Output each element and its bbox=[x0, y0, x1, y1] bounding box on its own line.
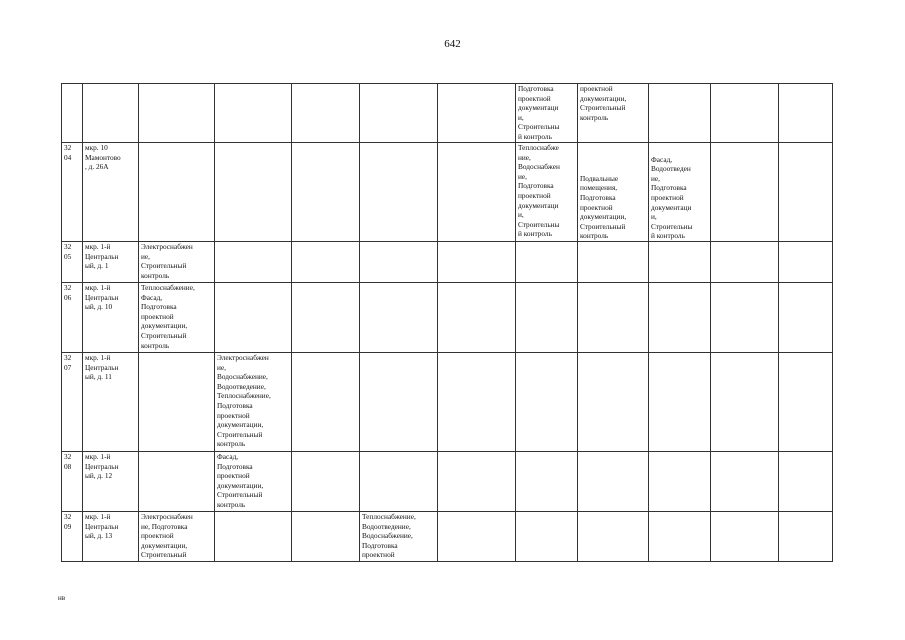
work-cell bbox=[578, 283, 649, 353]
table-row bbox=[62, 353, 833, 452]
work-cell: Электроснабжен ие, Строительный контроль bbox=[139, 242, 215, 283]
row-number bbox=[62, 84, 83, 143]
work-cell bbox=[360, 143, 438, 242]
work-cell bbox=[779, 242, 833, 283]
work-cell bbox=[711, 143, 779, 242]
work-cell bbox=[649, 283, 711, 353]
work-cell bbox=[438, 84, 516, 143]
work-cell bbox=[360, 84, 438, 143]
work-cell bbox=[438, 143, 516, 242]
address-cell: мкр. 1-й Центральн ый, д. 10 bbox=[83, 283, 139, 353]
work-cell bbox=[360, 242, 438, 283]
work-cell: Подвальные помещения, Подготовка проектной документации, Строительный контроль bbox=[578, 143, 649, 242]
work-cell bbox=[360, 353, 438, 452]
work-cell bbox=[139, 84, 215, 143]
work-cell bbox=[139, 353, 215, 452]
work-cell bbox=[360, 452, 438, 512]
work-cell bbox=[438, 512, 516, 562]
work-cell bbox=[779, 283, 833, 353]
address-cell: мкр. 1-й Центральн ый, д. 13 bbox=[83, 512, 139, 562]
work-cell: Фасад, Водоотведен ие, Подготовка проектной документаци и, Строительны й контроль bbox=[649, 143, 711, 242]
work-cell bbox=[292, 84, 360, 143]
work-cell bbox=[438, 452, 516, 512]
work-cell bbox=[292, 512, 360, 562]
work-cell bbox=[215, 84, 292, 143]
work-cell: проектной документации, Строительный контроль bbox=[578, 84, 649, 143]
work-cell bbox=[215, 512, 292, 562]
work-cell bbox=[516, 452, 578, 512]
address-cell: мкр. 1-й Центральн ый, д. 1 bbox=[83, 242, 139, 283]
work-cell bbox=[649, 242, 711, 283]
work-cell bbox=[711, 512, 779, 562]
work-cell bbox=[139, 143, 215, 242]
work-cell: Подготовка проектной документаци и, Строительны й контроль bbox=[516, 84, 578, 143]
work-cell bbox=[516, 242, 578, 283]
work-cell bbox=[578, 512, 649, 562]
table-row bbox=[62, 143, 833, 242]
work-cell bbox=[215, 242, 292, 283]
work-cell bbox=[215, 283, 292, 353]
work-cell bbox=[779, 84, 833, 143]
work-cell bbox=[292, 452, 360, 512]
work-cell bbox=[779, 512, 833, 562]
work-cell bbox=[711, 353, 779, 452]
row-number: 32 07 bbox=[62, 353, 83, 452]
row-number: 32 04 bbox=[62, 143, 83, 242]
table-row bbox=[62, 512, 833, 562]
work-cell bbox=[516, 353, 578, 452]
table-row bbox=[62, 242, 833, 283]
row-number: 32 08 bbox=[62, 452, 83, 512]
work-cell: Теплоснабже ние, Водоснабжен ие, Подготовка проектной документаци и, Строительны й контроль bbox=[516, 143, 578, 242]
work-cell bbox=[292, 353, 360, 452]
work-cell: Электроснабжен ие, Подготовка проектной документации, Строительный bbox=[139, 512, 215, 562]
work-cell bbox=[779, 353, 833, 452]
work-cell bbox=[292, 143, 360, 242]
table-row bbox=[62, 452, 833, 512]
row-number: 32 09 bbox=[62, 512, 83, 562]
repair-schedule-table bbox=[61, 83, 833, 562]
work-cell bbox=[292, 283, 360, 353]
work-cell bbox=[578, 353, 649, 452]
work-cell bbox=[139, 452, 215, 512]
address-cell: мкр. 10 Мамонтово , д. 26А bbox=[83, 143, 139, 242]
work-cell bbox=[649, 84, 711, 143]
work-cell bbox=[215, 143, 292, 242]
work-cell bbox=[711, 84, 779, 143]
work-cell: Теплоснабжение, Фасад, Подготовка проектной документации, Строительный контроль bbox=[139, 283, 215, 353]
work-cell bbox=[711, 452, 779, 512]
address-cell: мкр. 1-й Центральн ый, д. 12 bbox=[83, 452, 139, 512]
work-cell bbox=[360, 283, 438, 353]
table-row bbox=[62, 283, 833, 353]
work-cell bbox=[649, 452, 711, 512]
address-cell: мкр. 1-й Центральн ый, д. 11 bbox=[83, 353, 139, 452]
work-cell bbox=[292, 242, 360, 283]
work-cell bbox=[438, 353, 516, 452]
table-row bbox=[62, 84, 833, 143]
work-cell bbox=[779, 452, 833, 512]
work-cell bbox=[578, 242, 649, 283]
work-cell bbox=[516, 512, 578, 562]
address-cell bbox=[83, 84, 139, 143]
work-cell bbox=[711, 242, 779, 283]
work-cell: Фасад, Подготовка проектной документации, Строительный контроль bbox=[215, 452, 292, 512]
work-cell bbox=[711, 283, 779, 353]
work-cell: Теплоснабжение, Водоотведение, Водоснабжение, Подготовка проектной bbox=[360, 512, 438, 562]
work-cell bbox=[649, 353, 711, 452]
work-cell bbox=[516, 283, 578, 353]
work-cell bbox=[779, 143, 833, 242]
work-cell bbox=[438, 242, 516, 283]
footer-mark: нв bbox=[58, 594, 66, 602]
row-number: 32 06 bbox=[62, 283, 83, 353]
work-cell: Электроснабжен ие, Водоснабжение, Водоотведение, Теплоснабжение, Подготовка проектной документации, Строительный контроль bbox=[215, 353, 292, 452]
page-number: 642 bbox=[444, 38, 461, 50]
work-cell bbox=[649, 512, 711, 562]
row-number: 32 05 bbox=[62, 242, 83, 283]
work-cell bbox=[578, 452, 649, 512]
work-cell bbox=[438, 283, 516, 353]
